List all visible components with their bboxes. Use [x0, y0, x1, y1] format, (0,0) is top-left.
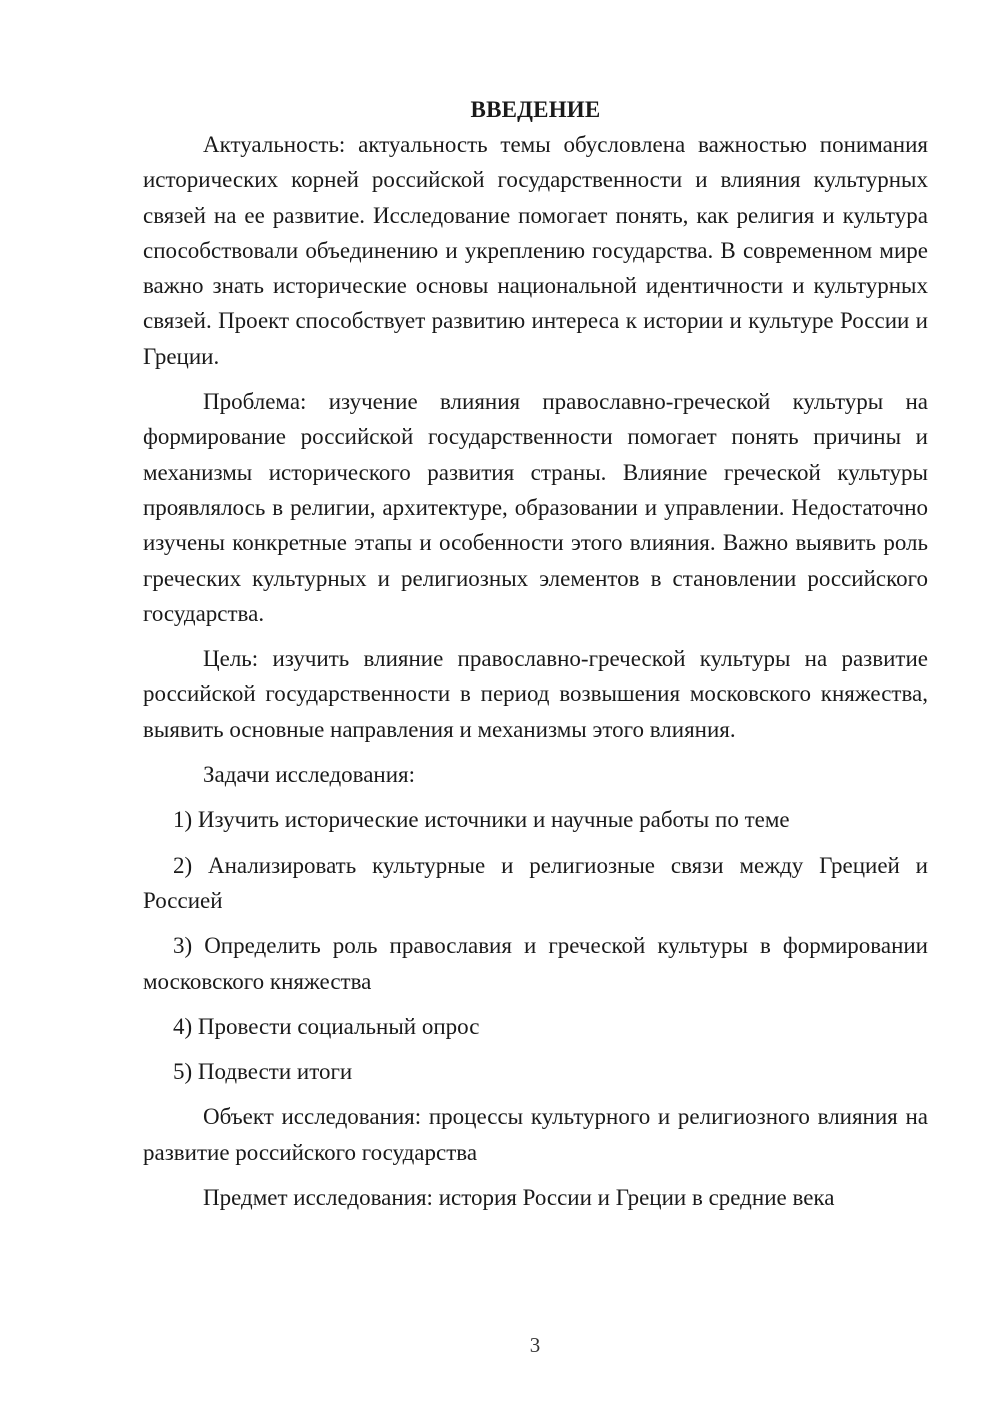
- page-title: ВВЕДЕНИЕ: [470, 97, 601, 122]
- tasks-heading: Задачи исследования:: [203, 762, 416, 788]
- paragraph-relevance: Актуальность: актуальность темы обусловлена важностью понимания исторических корней российской государственности и влияния культурных связей на ее развитие. Исследование помогает понять, как религия и культура способствовали объединению и укреплению государства. В современном мире важно знать исторические основы национальной идентичности и культурных связей. Проект способствует развитию интереса к истории и культуре России и Греции.: [143, 132, 928, 369]
- paragraph-object: Объект исследования: процессы культурного и религиозного влияния на развитие российского государства: [143, 1104, 928, 1165]
- task-item: 1) Изучить исторические источники и научные работы по теме: [173, 807, 790, 833]
- task-item: 2) Анализировать культурные и религиозные связи между Грецией и Россией: [143, 852, 928, 913]
- task-item: 5) Подвести итоги: [173, 1059, 353, 1085]
- task-item: 4) Провести социальный опрос: [173, 1013, 480, 1039]
- paragraph-problem: Проблема: изучение влияния православно-греческой культуры на формирование российской государственности помогает понять причины и механизмы исторического развития страны. Влияние греческой культуры проявлялось в религии, архитектуре, образовании и управлении. Недостаточно изучены конкретные этапы и особенности этого влияния. Важно выявить роль греческих культурных и религиозных элементов в становлении российского государства.: [143, 389, 928, 626]
- paragraph-goal: Цель: изучить влияние православно-греческой культуры на развитие российской государственности в период возвышения московского княжества, выявить основные направления и механизмы этого влияния.: [143, 646, 928, 742]
- document-page: [143, 92, 928, 1225]
- task-item: 3) Определить роль православия и греческой культуры в формировании московского княжества: [143, 933, 928, 994]
- page-number: 3: [529, 1333, 541, 1357]
- paragraph-subject: Предмет исследования: история России и Греции в средние века: [203, 1185, 835, 1211]
